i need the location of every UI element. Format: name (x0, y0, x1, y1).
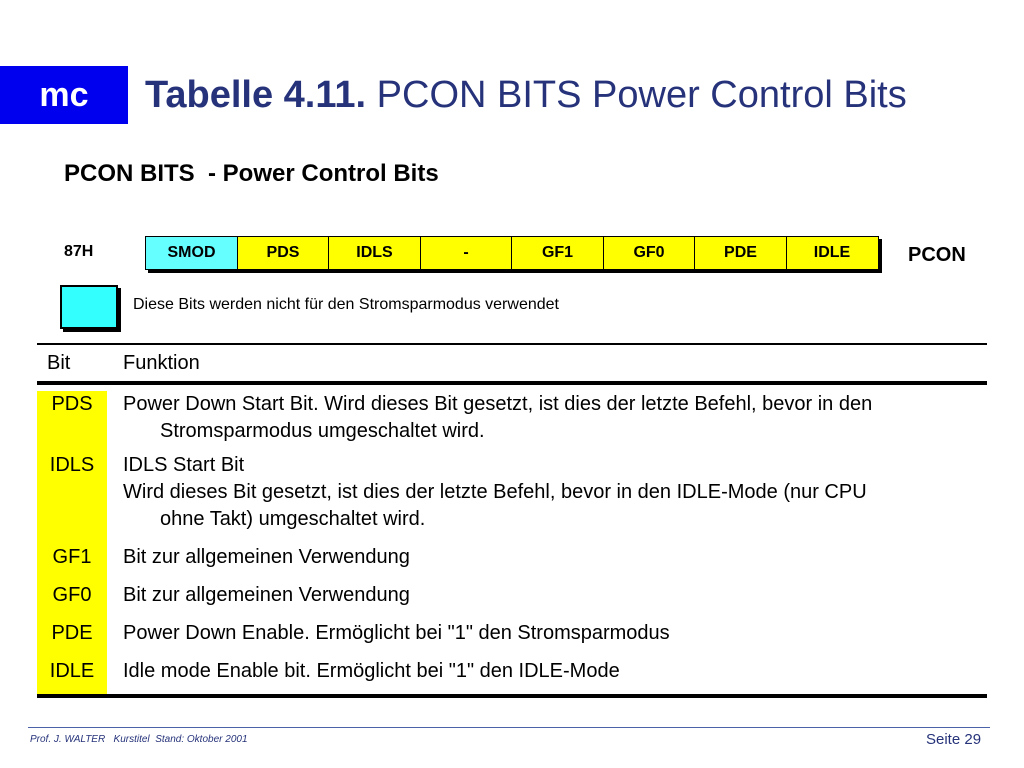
table-row (37, 658, 987, 694)
page-number: Seite 29 (926, 731, 982, 748)
bit-cell-gf1: GF1 (511, 236, 604, 270)
row-function: Idle mode Enable bit. Ermöglicht bei "1" den IDLE-Mode (123, 660, 620, 682)
title-number: Tabelle 4.11. (145, 74, 367, 116)
register-name: PCON (908, 244, 966, 266)
row-function (107, 391, 987, 452)
bit-cell-idle: IDLE (786, 236, 879, 270)
bit-cell-idls: IDLS (328, 236, 421, 270)
table-row (37, 620, 987, 658)
row-bit: GF1 (37, 544, 107, 582)
table-row (37, 385, 987, 452)
legend-text: Diese Bits werden nicht für den Stromsparmodus verwendet (133, 296, 559, 313)
row-bit: PDS (37, 391, 107, 452)
table-body (37, 385, 987, 694)
register-bit-row (145, 236, 879, 270)
row-bit: IDLS (37, 452, 107, 544)
row-function (107, 452, 987, 544)
register-address: 87H (64, 243, 94, 260)
header-function: Funktion (123, 351, 200, 374)
bit-function-table (37, 343, 987, 698)
row-line: IDLS Start Bit (123, 454, 245, 476)
row-function: Power Down Enable. Ermöglicht bei "1" den Stromsparmodus (123, 622, 670, 644)
table-header-row (37, 345, 987, 381)
row-function: Bit zur allgemeinen Verwendung (123, 546, 410, 568)
row-bit: PDE (37, 620, 107, 658)
bit-cell-smod: SMOD (145, 236, 238, 270)
footer-credit: Prof. J. WALTER Kurstitel Stand: Oktober 2001 (30, 734, 248, 745)
bit-cell-unused: - (420, 236, 513, 270)
bit-cell-gf0: GF0 (603, 236, 696, 270)
row-bit: IDLE (37, 658, 107, 694)
row-function: Bit zur allgemeinen Verwendung (123, 584, 410, 606)
row-line: Power Down Start Bit. Wird dieses Bit gesetzt, ist dies der letzte Befehl, bevor in den (123, 393, 873, 415)
title-text: PCON BITS Power Control Bits (376, 74, 907, 116)
row-bit: GF0 (37, 582, 107, 620)
bit-cell-pds: PDS (237, 236, 330, 270)
table-row (37, 544, 987, 582)
bit-cell-pde: PDE (694, 236, 787, 270)
row-line: Wird dieses Bit gesetzt, ist dies der letzte Befehl, bevor in den IDLE-Mode (nur CPU (123, 481, 867, 503)
legend-swatch (60, 285, 118, 329)
footer-divider (28, 727, 990, 728)
table-row (37, 452, 987, 544)
subtitle: PCON BITS - Power Control Bits (64, 160, 439, 187)
row-line: Stromsparmodus umgeschaltet wird. (160, 420, 485, 442)
page-title (145, 74, 907, 117)
header-bit: Bit (47, 351, 71, 374)
logo: mc (0, 66, 128, 124)
row-line: ohne Takt) umgeschaltet wird. (160, 508, 426, 530)
table-row (37, 582, 987, 620)
table-rule-bottom (37, 694, 987, 698)
